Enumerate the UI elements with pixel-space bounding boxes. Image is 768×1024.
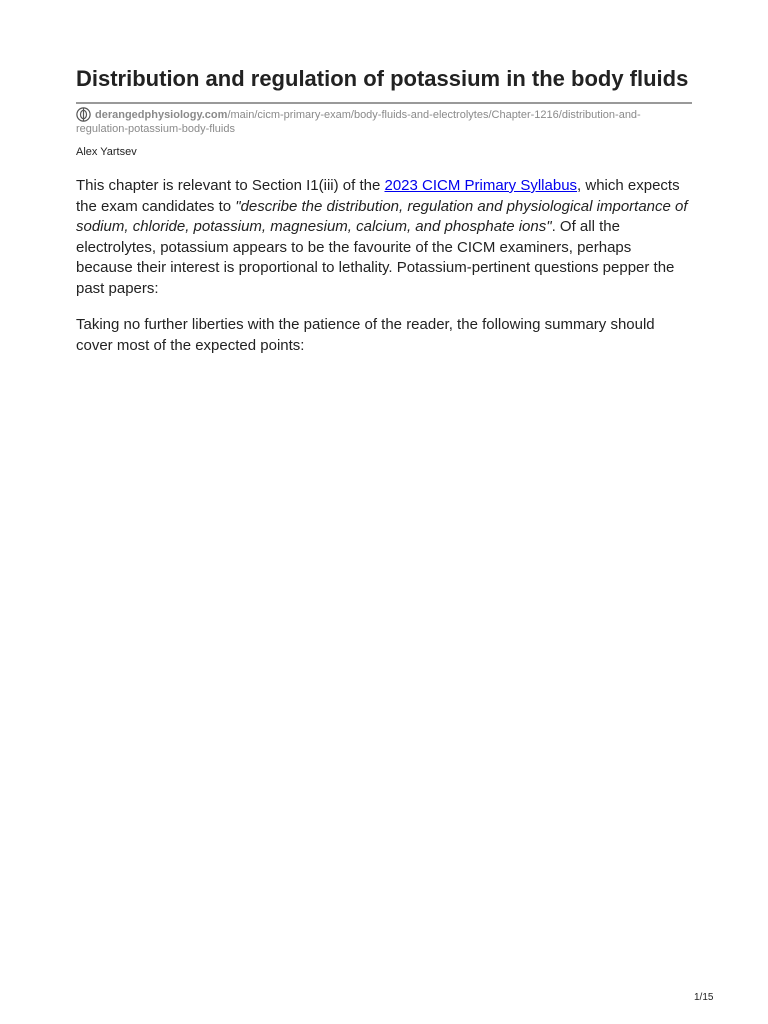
- source-path: /main/cicm-primary-exam/body-fluids-and-electrolytes/Chapter-1216/distribution-and-regulation-potassium-body-fluids: [76, 109, 641, 135]
- globe-icon: [76, 107, 91, 122]
- summary-paragraph: Taking no further liberties with the patience of the reader, the following summary should cover most of the expected points:: [76, 316, 655, 354]
- syllabus-quote: "describe the distribution, regulation and physiological importance of sodium, chloride, potassium, magnesium, calcium, and phosphate ions": [76, 197, 688, 235]
- document-page: [76, 66, 692, 356]
- syllabus-link[interactable]: 2023 CICM Primary Syllabus: [384, 177, 578, 194]
- intro-paragraph: [76, 176, 692, 299]
- page-title: Distribution and regulation of potassium in the body fluids: [76, 66, 689, 91]
- page-number: 1/15: [694, 992, 714, 1003]
- source-domain: derangedphysiology.com: [95, 109, 228, 121]
- intro-text-middle: , which expects the exam candidates to: [76, 177, 680, 215]
- source-url[interactable]: [76, 107, 692, 136]
- intro-text-start: This chapter is relevant to Section I1(iii) of the: [76, 177, 385, 194]
- intro-text-end: . Of all the electrolytes, potassium appears to be the favourite of the CICM examiners, perhaps because their interest is proportional to lethality. Potassium-pertinent questions pepper the past papers:: [76, 218, 675, 297]
- author-name: Alex Yartsev: [76, 146, 137, 158]
- title-divider: [76, 102, 692, 104]
